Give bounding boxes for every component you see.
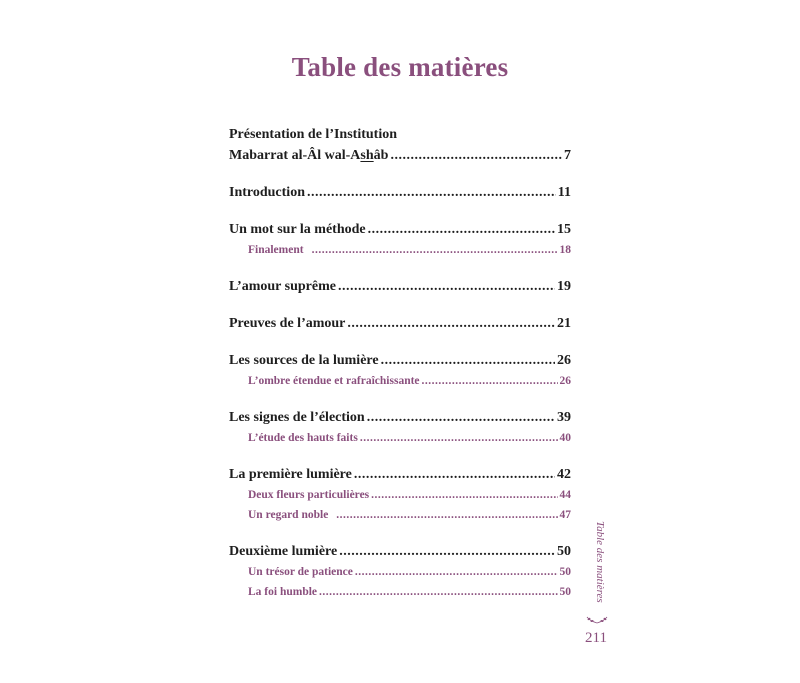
toc-entry-label: Introduction [229, 185, 305, 200]
dot-leader [371, 485, 557, 505]
toc-entry-page: 15 [557, 222, 571, 237]
dot-leader [339, 541, 555, 562]
dot-leader [312, 240, 558, 260]
toc-subentry-deux-fleurs[interactable] [229, 485, 571, 505]
dot-leader [360, 428, 558, 448]
toc-entry-introduction[interactable] [229, 182, 571, 203]
page-title: Table des matières [291, 52, 509, 82]
dot-leader [307, 182, 556, 203]
toc-entry-page: 44 [559, 489, 571, 501]
toc-entry-label: Un trésor de patience [248, 566, 353, 578]
toc-entry-label: L’amour suprême [229, 279, 336, 294]
dot-leader [355, 562, 558, 582]
toc-entry-label: Deuxième lumière [229, 544, 338, 559]
toc-entry-label: Mabarrat al-Âl wal-Ashâb [229, 148, 389, 163]
toc-entry-page: 50 [559, 566, 571, 578]
toc-subentry-ombre[interactable] [229, 371, 571, 391]
toc-entry-amour-supreme[interactable] [229, 276, 571, 297]
toc-entry-premiere-lumiere[interactable] [229, 464, 571, 485]
toc-entry-page: 50 [559, 586, 571, 598]
toc-entry-methode[interactable] [229, 219, 571, 240]
toc-entry-page: 39 [557, 410, 571, 425]
toc-entry-page: 11 [557, 185, 571, 200]
toc-entry-page: 40 [559, 432, 571, 444]
toc-entry-label: L’étude des hauts faits [248, 432, 358, 444]
dot-leader [368, 219, 555, 240]
dot-leader [354, 464, 555, 485]
toc-entry-label: Les sources de la lumière [229, 353, 379, 368]
toc-entry-label: La première lumière [229, 467, 352, 482]
dot-leader [381, 350, 555, 371]
dot-leader [422, 371, 558, 391]
toc-entry-page: 18 [559, 244, 571, 256]
running-title: Table des matières [594, 521, 606, 603]
toc-entry-page: 47 [559, 509, 571, 521]
toc-subentry-etude[interactable] [229, 428, 571, 448]
toc-entry-page: 19 [557, 279, 571, 294]
toc-entry-label: La foi humble [248, 586, 318, 598]
dot-leader [319, 582, 557, 602]
toc-entry-presentation-line1: Présentation de l’Institution [229, 127, 397, 142]
toc-subentry-tresor[interactable] [229, 562, 571, 582]
dot-leader [367, 407, 555, 428]
toc-subentry-regard[interactable] [229, 505, 571, 525]
toc-entry-label: Preuves de l’amour [229, 316, 346, 331]
toc-subentry-foi[interactable] [229, 582, 571, 602]
toc-entry-signes[interactable] [229, 407, 571, 428]
toc-entry-deuxieme-lumiere[interactable] [229, 541, 571, 562]
toc-entry-presentation[interactable] [229, 145, 571, 166]
toc-entry-page: 26 [557, 353, 571, 368]
dot-leader [338, 276, 555, 297]
leaf-ornament-icon [585, 613, 609, 625]
toc-entry-page: 26 [559, 375, 571, 387]
toc-entry-page: 50 [557, 544, 571, 559]
toc-entry-sources[interactable] [229, 350, 571, 371]
toc-entry-label: Un mot sur la méthode [229, 222, 366, 237]
toc-entry-page: 42 [557, 467, 571, 482]
page-number: 211 [585, 630, 607, 646]
toc-entry-label: Les signes de l’élection [229, 410, 365, 425]
toc-entry-page: 21 [557, 316, 571, 331]
dot-leader [347, 313, 555, 334]
toc-subentry-finalement[interactable] [229, 240, 571, 260]
toc-entry-page: 7 [564, 148, 571, 163]
toc-entry-label: Finalement [248, 244, 304, 256]
dot-leader [336, 505, 557, 525]
dot-leader [390, 145, 562, 166]
toc-entry-label: Deux fleurs particulières [248, 489, 370, 501]
table-of-contents [229, 124, 571, 602]
toc-entry-label: L’ombre étendue et rafraîchissante [248, 375, 420, 387]
toc-entry-label: Un regard noble [248, 509, 329, 521]
toc-entry-preuves[interactable] [229, 313, 571, 334]
